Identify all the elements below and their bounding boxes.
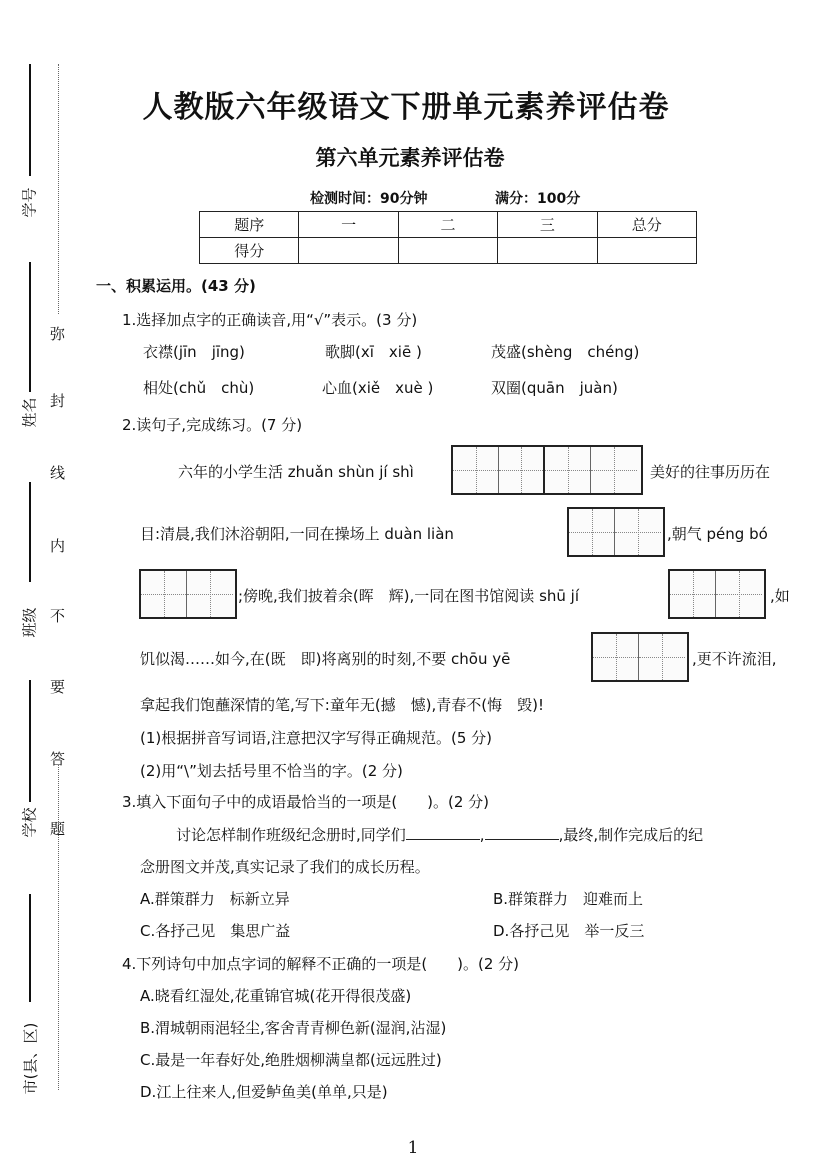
answer-grid-shuji[interactable] <box>668 569 766 619</box>
q4-option[interactable]: D.江上往来人,但爱鲈鱼美(单单,只是) <box>140 1083 388 1101</box>
q4-option[interactable]: A.晓看红湿处,花重锦官城(花开得很茂盛) <box>140 987 412 1005</box>
district-label: 市(县、区) <box>21 1022 40 1095</box>
q1-item[interactable]: 茂盛(shèng chéng) <box>491 343 640 361</box>
q4-option[interactable]: C.最是一年春好处,绝胜烟柳满皇都(远远胜过) <box>140 1051 442 1069</box>
passage-line: ,朝气 péng bó <box>667 525 768 543</box>
score-table-score-row <box>200 238 697 264</box>
q3-sentence <box>176 824 703 845</box>
passage-line: 目:清晨,我们沐浴朝阳,一同在操场上 duàn liàn <box>140 525 454 543</box>
seal-char: 不 <box>50 607 66 625</box>
score-cell[interactable] <box>597 238 696 264</box>
full-score: 满分：100分 <box>495 191 581 207</box>
score-cell[interactable] <box>299 238 398 264</box>
score-table <box>199 211 697 264</box>
q3-option[interactable]: B.群策群力 迎难而上 <box>493 890 644 908</box>
score-cell[interactable] <box>498 238 597 264</box>
q1-stem: 1.选择加点字的正确读音,用“√”表示。(3 分) <box>122 311 418 329</box>
q3-stem: 3.填入下面句子中的成语最恰当的一项是( )。(2 分) <box>122 793 490 811</box>
q3-sentence-c: 念册图文并茂,真实记录了我们的成长历程。 <box>140 858 430 876</box>
q3-sentence-a: 讨论怎样制作班级纪念册时,同学们 <box>176 826 406 844</box>
q3-option[interactable]: C.各抒己见 集思广益 <box>140 922 291 940</box>
q3-blank-2[interactable] <box>485 825 559 840</box>
page-title: 人教版六年级语文下册单元素养评估卷 <box>142 90 670 125</box>
name-line[interactable] <box>29 262 31 392</box>
answer-grid-pengbo[interactable] <box>139 569 237 619</box>
score-row-label: 得分 <box>200 238 299 264</box>
q2-sub1: (1)根据拼音写词语,注意把汉字写得正确规范。(5 分) <box>140 729 493 747</box>
passage-line: ,更不许流泪, <box>692 650 777 668</box>
school-label: 学校 <box>20 807 39 838</box>
q4-stem: 4.下列诗句中加点字词的解释不正确的一项是( )。(2 分) <box>122 955 520 973</box>
passage-line: ;傍晚,我们披着余(晖 辉),一同在图书馆阅读 shū jí <box>238 587 579 605</box>
header-cell: 二 <box>398 212 497 238</box>
student-id-label: 学号 <box>20 187 39 218</box>
header-cell: 一 <box>299 212 398 238</box>
score-cell[interactable] <box>398 238 497 264</box>
passage-line: 美好的往事历历在 <box>650 463 771 481</box>
answer-grid-zhuanshunjishi[interactable] <box>451 445 643 495</box>
q3-sentence-b: ,最终,制作完成后的纪 <box>558 826 704 844</box>
q3-blank-1[interactable] <box>406 825 480 840</box>
q1-item[interactable]: 相处(chǔ chù) <box>143 379 255 397</box>
seal-char: 答 <box>50 750 66 768</box>
q1-item[interactable]: 心血(xiě xuè ) <box>322 379 434 397</box>
seal-char: 内 <box>50 537 66 555</box>
q1-item[interactable]: 歌脚(xī xiē ) <box>325 343 422 361</box>
class-line[interactable] <box>29 482 31 582</box>
q2-stem: 2.读句子,完成练习。(7 分) <box>122 416 303 434</box>
section-heading: 一、积累运用。(43 分) <box>96 277 256 295</box>
q3-sentence-sep: , <box>479 826 485 844</box>
q3-option[interactable]: A.群策群力 标新立异 <box>140 890 290 908</box>
passage-line: 拿起我们饱蘸深情的笔,写下:童年无(撼 憾),青春不(悔 毁)! <box>140 696 545 714</box>
passage-line: 六年的小学生活 zhuǎn shùn jí shì <box>178 463 414 481</box>
answer-grid-chouye[interactable] <box>591 632 689 682</box>
answer-grid-duanlian[interactable] <box>567 507 665 557</box>
score-table-header-row <box>200 212 697 238</box>
seal-dotted-line-bottom <box>58 765 59 1090</box>
seal-char: 线 <box>50 464 66 482</box>
name-label: 姓名 <box>20 397 39 428</box>
q2-sub2: (2)用“\”划去括号里不恰当的字。(2 分) <box>140 762 403 780</box>
district-line[interactable] <box>29 894 31 1002</box>
passage-line: ,如 <box>770 587 790 605</box>
header-cell: 题序 <box>200 212 299 238</box>
passage-line: 饥似渴……如今,在(既 即)将离别的时刻,不要 chōu yē <box>140 650 511 668</box>
seal-char: 弥 <box>50 325 66 343</box>
seal-char: 要 <box>50 678 66 696</box>
seal-char: 题 <box>50 820 66 838</box>
page-number: 1 <box>407 1138 419 1158</box>
page-subtitle: 第六单元素养评估卷 <box>315 146 505 170</box>
q1-item[interactable]: 双圈(quān juàn) <box>491 379 618 397</box>
q1-item[interactable]: 衣襟(jīn jīng) <box>143 343 245 361</box>
seal-char: 封 <box>50 392 66 410</box>
class-label: 班级 <box>20 607 39 638</box>
q3-option[interactable]: D.各抒己见 举一反三 <box>493 922 645 940</box>
exam-time: 检测时间：90分钟 <box>310 191 428 207</box>
school-line[interactable] <box>29 680 31 802</box>
header-cell: 总分 <box>597 212 696 238</box>
header-cell: 三 <box>498 212 597 238</box>
q4-option[interactable]: B.渭城朝雨浥轻尘,客舍青青柳色新(湿润,沾湿) <box>140 1019 447 1037</box>
